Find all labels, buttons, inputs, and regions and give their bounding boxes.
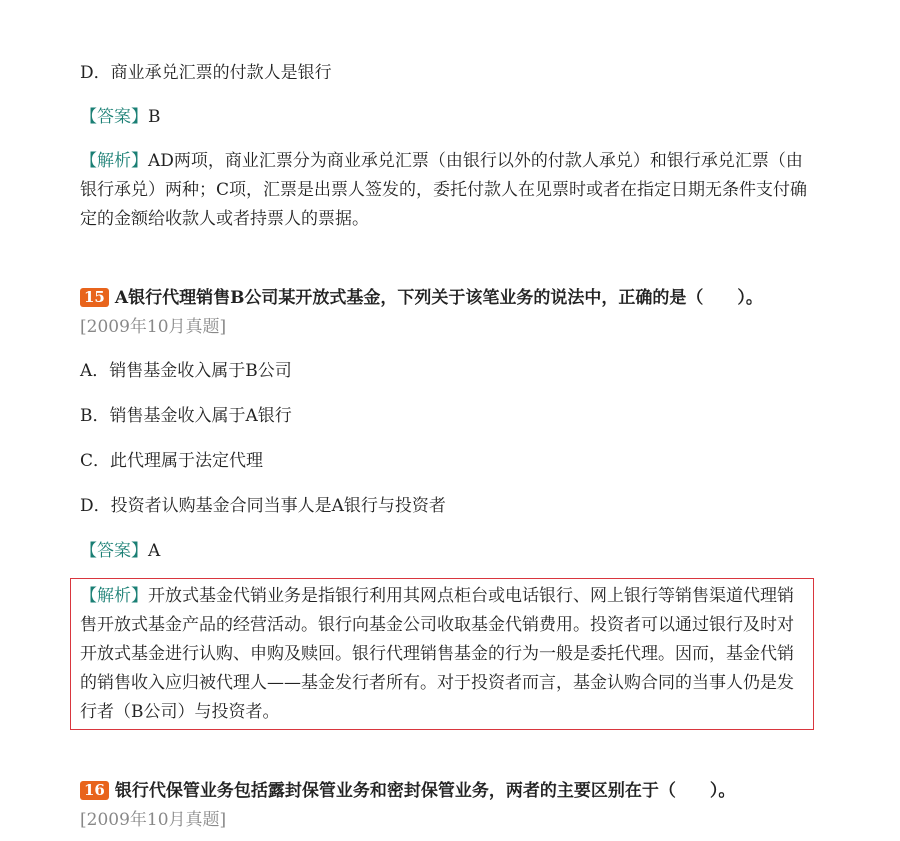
- answer-line-15: [80, 537, 160, 566]
- analysis-paragraph-14: [80, 147, 808, 234]
- option-c: C．此代理属于法定代理: [80, 451, 264, 471]
- question-number-badge: 15: [80, 288, 109, 307]
- option-b: B．销售基金收入属于A银行: [80, 406, 292, 426]
- answer-value: A: [148, 541, 161, 561]
- answer-tag: 【答案】: [80, 541, 148, 561]
- question-16-source: [2009年10月真题]: [80, 810, 227, 830]
- question-text: 银行代保管业务包括露封保管业务和密封保管业务，两者的主要区别在于（ ）。: [114, 781, 736, 801]
- answer-value: B: [148, 107, 161, 127]
- answer-line-14: [80, 103, 161, 132]
- question-15-source: [2009年10月真题]: [80, 317, 227, 337]
- option-a: A．销售基金收入属于B公司: [80, 361, 292, 381]
- analysis-text: AD两项，商业汇票分为商业承兑汇票（由银行以外的付款人承兑）和银行承兑汇票（由银行承兑）两种；C项，汇票是出票人签发的，委托付款人在见票时或者在指定日期无条件支付确定的金额给收款人或者持票人的票据。: [80, 151, 808, 229]
- analysis-paragraph-15: [80, 582, 808, 727]
- question-text: A银行代理销售B公司某开放式基金，下列关于该笔业务的说法中，正确的是（ ）。: [114, 288, 763, 308]
- question-16-title: [80, 777, 735, 806]
- previous-option-d-cut: D．商业承兑汇票的付款人是银行: [80, 63, 332, 79]
- analysis-tag: 【解析】: [80, 151, 148, 171]
- question-15-title: [80, 284, 763, 313]
- option-d: D．投资者认购基金合同当事人是A银行与投资者: [80, 496, 446, 516]
- question-number-badge: 16: [80, 781, 109, 800]
- analysis-text: 开放式基金代销业务是指银行利用其网点柜台或电话银行、网上银行等销售渠道代理销售开放式基金产品的经营活动。银行向基金公司收取基金代销费用。投资者可以通过银行及时对开放式基金进行认购、申购及赎回。银行代理销售基金的行为一般是委托代理。因而，基金代销的销售收入应归被代理人——基金发行者所有。对于投资者而言，基金认购合同的当事人仍是发行者（B公司）与投资者。: [80, 586, 794, 722]
- answer-tag: 【答案】: [80, 107, 148, 127]
- analysis-tag: 【解析】: [80, 586, 148, 606]
